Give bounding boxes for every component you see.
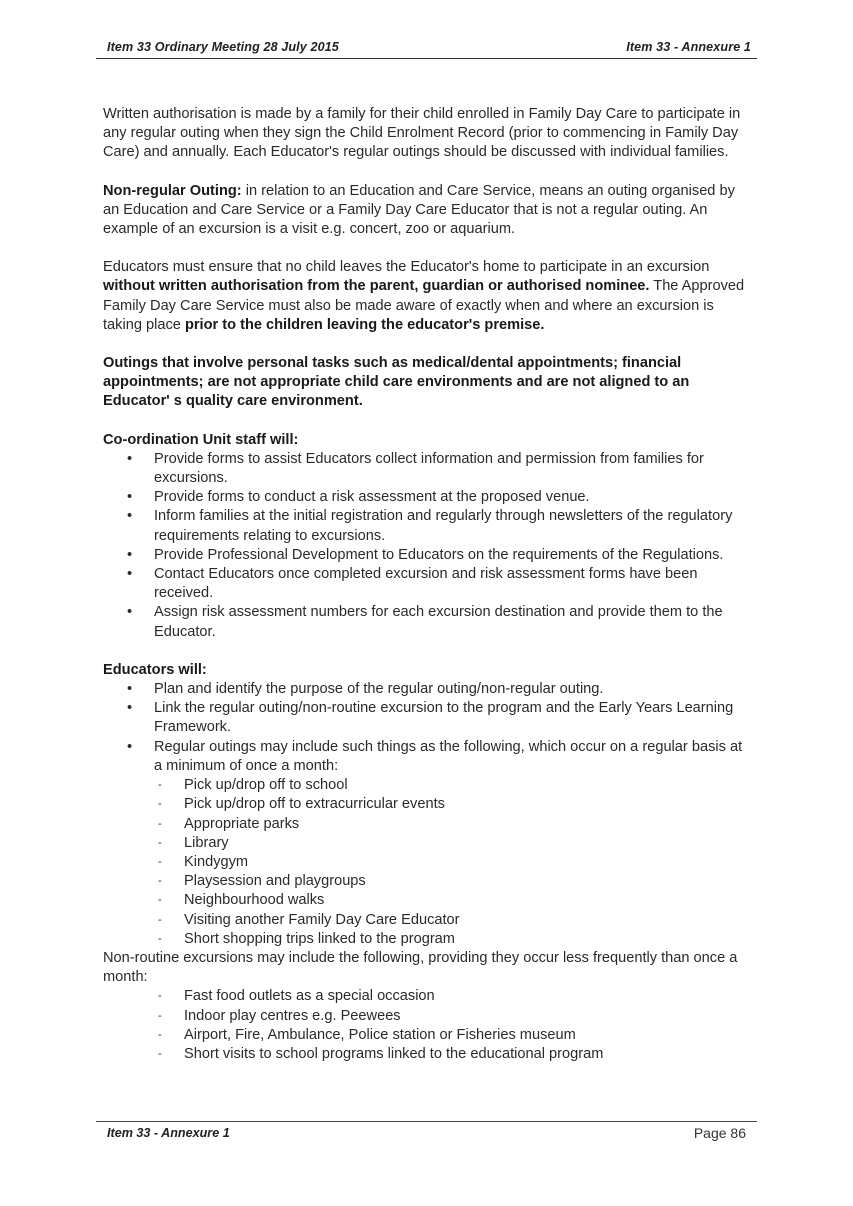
list-regular-outings xyxy=(103,776,753,949)
paragraph-non-regular-outing xyxy=(103,182,753,240)
list-item: - Library xyxy=(103,834,753,853)
heading-coordination-unit: Co-ordination Unit staff will: xyxy=(103,431,299,448)
list-item: - Fast food outlets as a special occasion xyxy=(103,987,753,1006)
emphasis-prior-to-leaving: prior to the children leaving the educator's premise. xyxy=(184,316,545,333)
list-item: • Assign risk assessment numbers for each excursion destination and provide them to the Educator. xyxy=(103,603,753,641)
list-non-routine-excursions xyxy=(103,987,753,1064)
list-item: • Plan and identify the purpose of the regular outing/non-regular outing. xyxy=(103,680,753,699)
list-coordination-duties xyxy=(103,450,753,642)
list-item: • Link the regular outing/non-routine excursion to the program and the Early Years Learning Framework. xyxy=(103,699,753,737)
list-educator-duties xyxy=(103,680,753,776)
list-item: • Contact Educators once completed excursion and risk assessment forms have been received. xyxy=(103,565,753,603)
list-item: - Kindygym xyxy=(103,853,753,872)
header-meeting-title: Item 33 Ordinary Meeting 28 July 2015 xyxy=(107,40,339,54)
list-item: - Appropriate parks xyxy=(103,815,753,834)
emphasis-written-authorisation: without written authorisation from the parent, guardian or authorised nominee. xyxy=(103,278,650,295)
document-body xyxy=(103,105,753,1064)
list-item: - Visiting another Family Day Care Educator xyxy=(103,911,753,930)
list-item: - Short visits to school programs linked to the educational program xyxy=(103,1045,753,1064)
paragraph-personal-tasks-warning: Outings that involve personal tasks such as medical/dental appointments; financial appointments; are not appropriate child care environments and are not aligned to an Educator' s quality care environment. xyxy=(103,355,690,410)
list-item: - Indoor play centres e.g. Peewees xyxy=(103,1007,753,1026)
list-item: - Neighbourhood walks xyxy=(103,891,753,910)
paragraph-written-authorisation: Written authorisation is made by a family for their child enrolled in Family Day Care to participate in any regular outing when they sign the Child Enrolment Record (prior to commencing in Family Day Care) and annually. Each Educator's regular outings should be discussed with individual families. xyxy=(103,106,741,161)
list-item: - Pick up/drop off to school xyxy=(103,776,753,795)
page-number: Page 86 xyxy=(693,1125,746,1141)
definition-non-regular-outing: in relation to an Education and Care Service, means an outing organised by an Education and Care Service or a Family Day Care Educator that is not a regular outing. An example of an excursion is a visit e.g. concert, zoo or aquarium. xyxy=(103,182,735,238)
list-item: • Provide Professional Development to Educators on the requirements of the Regulations. xyxy=(103,546,753,565)
list-item: • Provide forms to conduct a risk assessment at the proposed venue. xyxy=(103,488,753,507)
list-item: - Short shopping trips linked to the program xyxy=(103,930,753,949)
text-segment: The Approved Family Day Care Service must also be made aware of exactly when and where an excursion is taking place xyxy=(103,278,745,333)
page-header xyxy=(96,40,757,59)
list-item: • Provide forms to assist Educators collect information and permission from families for excursions. xyxy=(103,450,753,488)
page-footer xyxy=(96,1121,757,1141)
list-item: • Inform families at the initial registration and regularly through newsletters of the regulatory requirements relating to excursions. xyxy=(103,507,753,545)
heading-educators: Educators will: xyxy=(103,661,207,678)
list-item: - Playsession and playgroups xyxy=(103,872,753,891)
paragraph-non-routine-intro: Non-routine excursions may include the following, providing they occur less frequently than once a month: xyxy=(103,949,738,986)
list-item: - Airport, Fire, Ambulance, Police station or Fisheries museum xyxy=(103,1026,753,1045)
header-annexure-label: Item 33 - Annexure 1 xyxy=(626,40,751,54)
list-item: - Pick up/drop off to extracurricular events xyxy=(103,795,753,814)
text-segment: Educators must ensure that no child leaves the Educator's home to participate in an excursion xyxy=(103,259,710,276)
footer-annexure-label: Item 33 - Annexure 1 xyxy=(107,1126,230,1140)
paragraph-educator-excursion xyxy=(103,258,753,335)
list-item: • Regular outings may include such things as the following, which occur on a regular basis at a minimum of once a month: xyxy=(103,738,753,776)
term-non-regular-outing: Non-regular Outing: xyxy=(103,182,242,199)
